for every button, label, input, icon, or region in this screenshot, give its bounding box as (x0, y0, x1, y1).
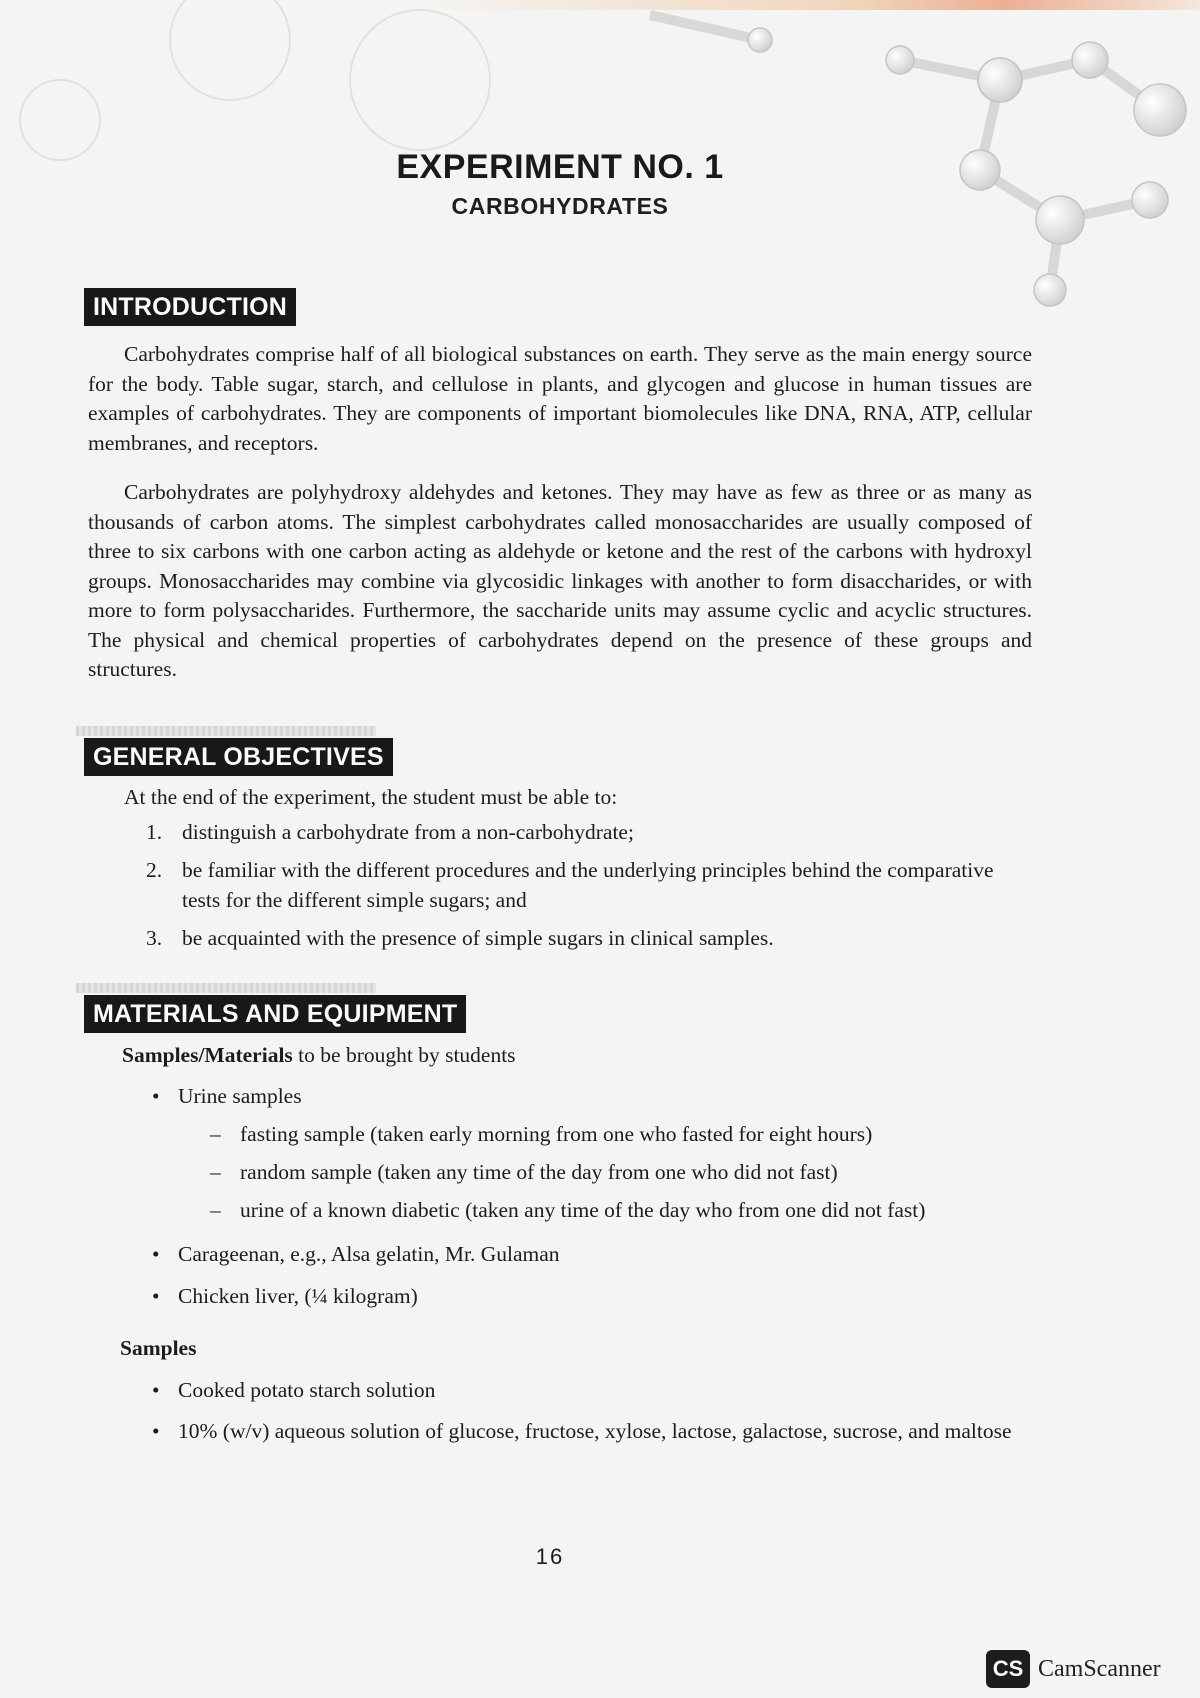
list-item (152, 1378, 435, 1403)
bullet-mark: • (152, 1284, 160, 1308)
objective-number: 2. (146, 858, 163, 882)
bullet-mark: • (152, 1419, 160, 1443)
sample-item-text: Cooked potato starch solution (178, 1378, 436, 1402)
intro-paragraph-1: Carbohydrates comprise half of all biological substances on earth. They serve as the main energy source for the body. Table sugar, starch, and cellulose in plants, and glycogen and glucose in human tissues are examples of carbohydrates. They are components of important biomolecules like DNA, RNA, ATP, cellular membranes, and receptors. (88, 342, 1032, 455)
objectives-list (146, 817, 1036, 961)
dash-mark: – (210, 1122, 221, 1146)
list-item (152, 1416, 1036, 1446)
page-header (300, 148, 820, 220)
objective-item (146, 817, 1036, 847)
list-item (152, 1284, 418, 1309)
list-subitem (210, 1198, 925, 1223)
intro-paragraph-2: Carbohydrates are polyhydroxy aldehydes and ketones. They may have as few as three or as many as thousands of carbon atoms. The simplest carbohydrates called monosaccharides are usually composed of three to six carbons with one carbon acting as aldehyde or ketone and the rest of the carbons with hydroxyl groups. Monosaccharides may combine via glycosidic linkages with another to form disaccharides, or with more to form polysaccharides. Furthermore, the saccharide units may assume cyclic and acyclic structures. The physical and chemical properties of carbohydrates depend on the presence of these groups and structures. (88, 480, 1032, 681)
objective-text: be acquainted with the presence of simple sugars in clinical samples. (182, 926, 774, 950)
objective-text: distinguish a carbohydrate from a non-carbohydrate; (182, 820, 634, 844)
objectives-lead: At the end of the experiment, the student must be able to: (124, 785, 618, 809)
introduction-heading: INTRODUCTION (84, 288, 296, 326)
dash-mark: – (210, 1160, 221, 1184)
urine-subitem-text: fasting sample (taken early morning from one who fasted for eight hours) (240, 1122, 873, 1146)
carageenan-text: Carageenan, e.g., Alsa gelatin, Mr. Gulaman (178, 1242, 560, 1266)
urine-subitem-text: urine of a known diabetic (taken any time of the day who from one did not fast) (240, 1198, 926, 1222)
urine-samples-text: Urine samples (178, 1084, 302, 1108)
materials-brought-line (122, 1043, 516, 1068)
objective-number: 1. (146, 820, 163, 844)
list-item (152, 1084, 302, 1109)
dash-mark: – (210, 1198, 221, 1222)
objective-item (146, 923, 1036, 953)
page-number: 16 (535, 1544, 565, 1569)
bullet-mark: • (152, 1242, 160, 1266)
objective-number: 3. (146, 926, 163, 950)
sample-item-text: 10% (w/v) aqueous solution of glucose, fructose, xylose, lactose, galactose, sucrose, and maltose (178, 1419, 1012, 1443)
list-subitem (210, 1160, 838, 1185)
camscanner-logo: CS (986, 1650, 1030, 1688)
chicken-liver-text: Chicken liver, (¼ kilogram) (178, 1284, 418, 1308)
materials-brought-label: Samples/Materials (122, 1043, 293, 1067)
samples-label: Samples (120, 1336, 197, 1360)
list-item (152, 1242, 560, 1267)
camscanner-watermark: CamScanner (1038, 1656, 1161, 1682)
materials-brought-rest: to be brought by students (292, 1043, 516, 1067)
urine-subitem-text: random sample (taken any time of the day from one who did not fast) (240, 1160, 838, 1184)
objective-item (146, 855, 1036, 915)
materials-heading: MATERIALS AND EQUIPMENT (84, 995, 466, 1033)
objectives-heading: GENERAL OBJECTIVES (84, 738, 393, 776)
experiment-subtitle: CARBOHYDRATES (451, 193, 669, 219)
list-subitem (210, 1122, 872, 1147)
bullet-mark: • (152, 1084, 160, 1108)
objective-text: be familiar with the different procedures and the underlying principles behind the comparative tests for the different simple sugars; and (182, 858, 994, 912)
bullet-mark: • (152, 1378, 160, 1402)
experiment-title: EXPERIMENT NO. 1 (396, 148, 724, 186)
